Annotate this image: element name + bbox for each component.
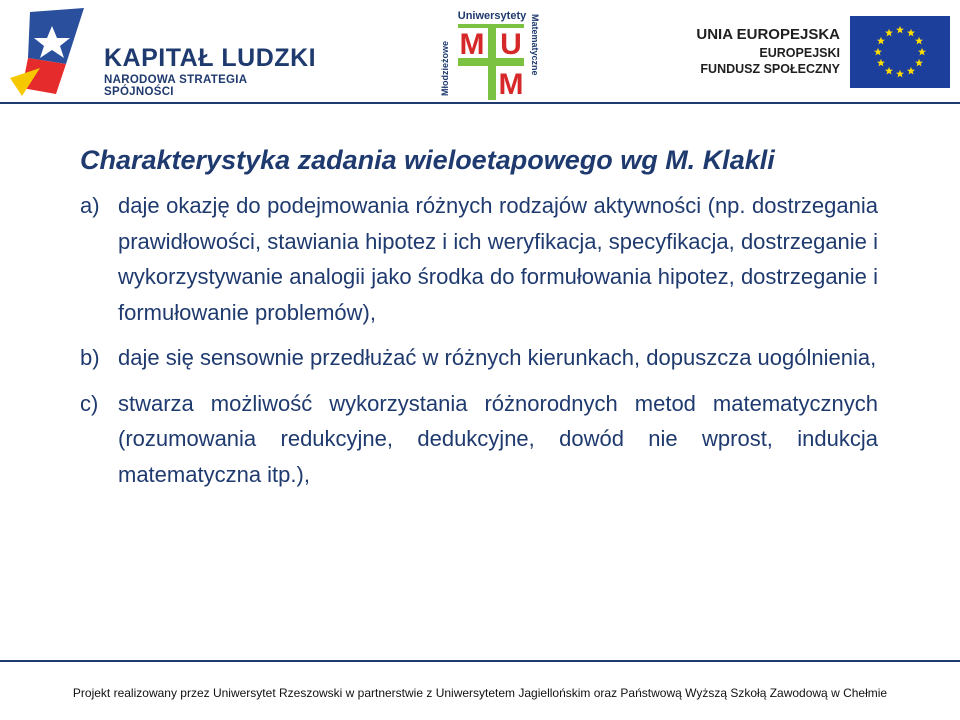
mum-letter-u: U: [500, 28, 522, 61]
mum-letter-m2: M: [498, 68, 524, 100]
eu-flag-icon: [850, 16, 950, 88]
mum-right-text: Matematyczne: [530, 14, 540, 76]
footer-divider: [0, 660, 960, 662]
mum-logo: [436, 8, 540, 100]
list-item-text: daje okazję do podejmowania różnych rodzajów aktywności (np. dostrzegania prawidłowości, stawiania hipotez i ich weryfikacja, specyfikacja, dostrzeganie i wykorzystywanie analogii jako środka do formułowania hipotez, dostrzeganie i formułowanie problemów),: [118, 193, 878, 325]
list-item: [80, 386, 878, 493]
list-marker: b): [80, 345, 100, 370]
mum-left-text: Młodzieżowe: [440, 40, 450, 96]
list-item: [80, 188, 878, 330]
footer-text: Projekt realizowany przez Uniwersytet Rzeszowski w partnerstwie z Uniwersytetem Jagiellońskim oraz Państwową Wyższą Szkołą Zawodową w Chełmie: [72, 686, 888, 700]
eu-line-3: FUNDUSZ SPOŁECZNY: [700, 62, 840, 76]
page-title: Charakterystyka zadania wieloetapowego wg M. Klakli: [80, 145, 775, 175]
list-item-text: daje się sensownie przedłużać w różnych kierunkach, dopuszcza uogólnienia,: [118, 345, 877, 370]
list-item: [80, 340, 878, 376]
mum-top-text: Uniwersytety: [457, 10, 527, 22]
header-divider: [0, 102, 960, 104]
header: [0, 0, 960, 104]
list-item-text: stwarza możliwość wykorzystania różnorodnych metod matematycznych (rozumowania redukcyjne, dedukcyjne, dowód nie wprost, indukcja matematyczna itp.),: [118, 390, 878, 487]
eu-logo: [690, 10, 952, 94]
list-marker: a): [80, 193, 100, 218]
eu-line-2: EUROPEJSKI: [759, 46, 840, 60]
eu-line-1: UNIA EUROPEJSKA: [696, 26, 840, 43]
mum-letter-m1: M: [459, 28, 485, 61]
kapital-ludzki-logo: [6, 8, 320, 98]
main-content: [80, 145, 878, 502]
kapital-ludzki-name: KAPITAŁ LUDZKI: [104, 44, 317, 72]
kapital-ludzki-emblem-icon: [6, 8, 96, 98]
list-marker: c): [80, 390, 99, 416]
kapital-ludzki-subtitle: NARODOWA STRATEGIA SPÓJNOŚCI: [104, 74, 247, 98]
